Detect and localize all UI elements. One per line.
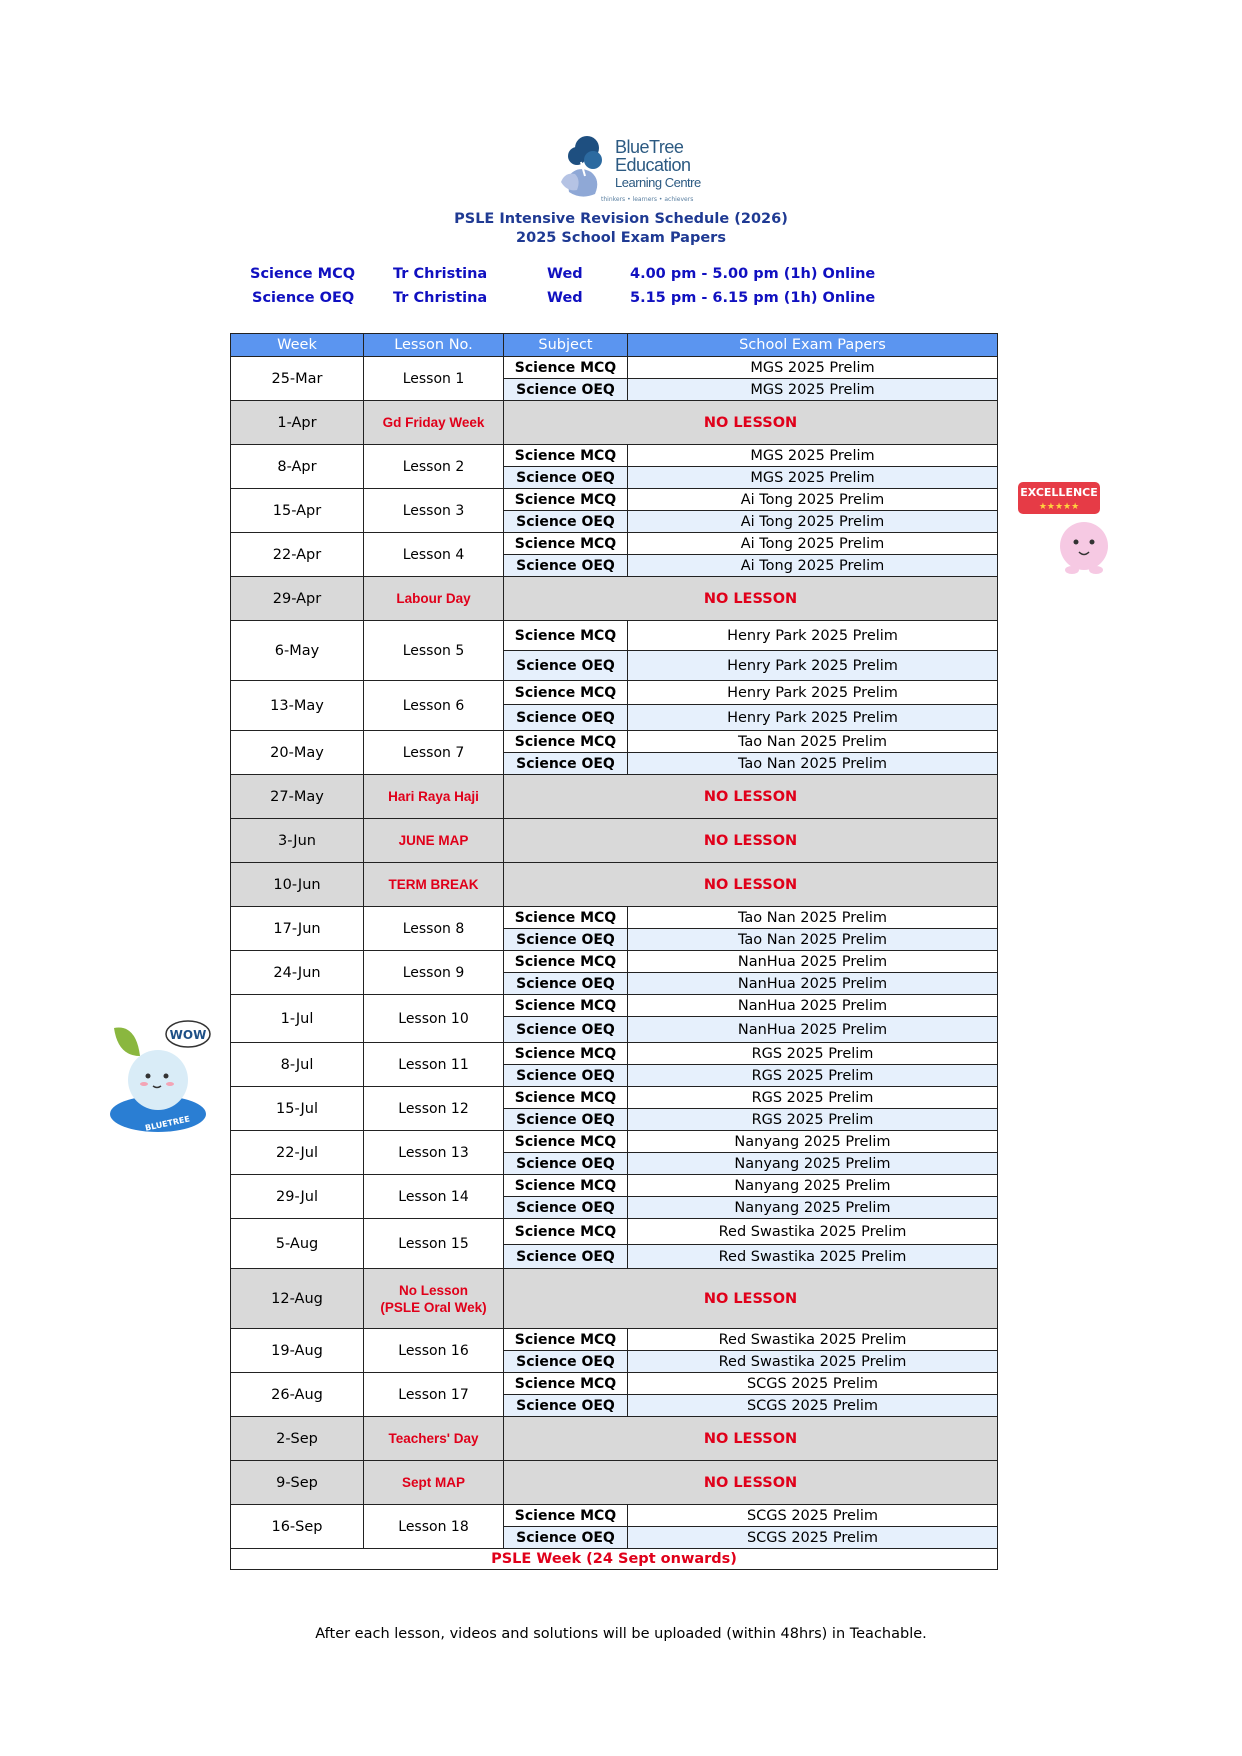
subject-oeq-cell: Science OEQ	[504, 1527, 628, 1549]
header-papers: School Exam Papers	[628, 334, 998, 357]
paper-oeq-cell: Ai Tong 2025 Prelim	[628, 511, 998, 533]
week-cell: 17-Jun	[231, 907, 364, 951]
paper-oeq-cell: Ai Tong 2025 Prelim	[628, 555, 998, 577]
class-subject: Science OEQ	[252, 290, 355, 306]
wow-sticker	[108, 1014, 216, 1136]
page-title: PSLE Intensive Revision Schedule (2026)	[454, 211, 788, 227]
subject-mcq-cell: Science MCQ	[504, 489, 628, 511]
table-row-no-lesson	[231, 1461, 998, 1505]
paper-mcq-cell: SCGS 2025 Prelim	[628, 1505, 998, 1527]
week-cell: 2-Sep	[231, 1417, 364, 1461]
lesson-cell: Lesson 5	[364, 621, 504, 681]
holiday-cell	[364, 1417, 504, 1461]
holiday-label: Labour Day	[396, 591, 471, 606]
logo-tagline: thinkers • learners • achievers	[601, 196, 694, 203]
logo-tree-icon	[557, 134, 609, 202]
paper-oeq-cell: RGS 2025 Prelim	[628, 1065, 998, 1087]
paper-mcq-cell: Nanyang 2025 Prelim	[628, 1131, 998, 1153]
table-row	[231, 1175, 998, 1197]
subject-mcq-cell: Science MCQ	[504, 681, 628, 705]
paper-oeq-cell: Red Swastika 2025 Prelim	[628, 1351, 998, 1373]
paper-mcq-cell: Nanyang 2025 Prelim	[628, 1175, 998, 1197]
holiday-cell	[364, 401, 504, 445]
subject-oeq-cell: Science OEQ	[504, 379, 628, 401]
lesson-cell: Lesson 9	[364, 951, 504, 995]
class-info-row	[0, 290, 1242, 312]
no-lesson-cell: NO LESSON	[504, 863, 998, 907]
class-teacher: Tr Christina	[393, 290, 488, 306]
week-cell: 27-May	[231, 775, 364, 819]
holiday-label: Gd Friday Week	[382, 415, 485, 430]
table-row	[231, 1219, 998, 1245]
table-row	[231, 907, 998, 929]
paper-oeq-cell: Henry Park 2025 Prelim	[628, 651, 998, 681]
subject-oeq-cell: Science OEQ	[504, 753, 628, 775]
lesson-cell: Lesson 18	[364, 1505, 504, 1549]
subject-oeq-cell: Science OEQ	[504, 511, 628, 533]
paper-oeq-cell: MGS 2025 Prelim	[628, 467, 998, 489]
bluetree-sticker-label: BLUETREE	[144, 1114, 191, 1133]
subject-oeq-cell: Science OEQ	[504, 1197, 628, 1219]
week-cell: 24-Jun	[231, 951, 364, 995]
week-cell: 29-Jul	[231, 1175, 364, 1219]
paper-mcq-cell: RGS 2025 Prelim	[628, 1043, 998, 1065]
subject-mcq-cell: Science MCQ	[504, 731, 628, 753]
psle-week-row	[231, 1549, 998, 1570]
holiday-cell	[364, 577, 504, 621]
subject-oeq-cell: Science OEQ	[504, 705, 628, 731]
psle-week-cell: PSLE Week (24 Sept onwards)	[231, 1549, 998, 1570]
class-teacher: Tr Christina	[393, 266, 488, 282]
week-cell: 8-Jul	[231, 1043, 364, 1087]
table-row-no-lesson	[231, 577, 998, 621]
week-cell: 8-Apr	[231, 445, 364, 489]
no-lesson-cell: NO LESSON	[504, 577, 998, 621]
subject-mcq-cell: Science MCQ	[504, 445, 628, 467]
subject-oeq-cell: Science OEQ	[504, 1109, 628, 1131]
subject-oeq-cell: Science OEQ	[504, 973, 628, 995]
subject-oeq-cell: Science OEQ	[504, 1351, 628, 1373]
header-lesson: Lesson No.	[364, 334, 504, 357]
logo-line-2: Education	[615, 155, 691, 175]
week-cell: 26-Aug	[231, 1373, 364, 1417]
holiday-label: No Lesson	[398, 1282, 468, 1298]
lesson-cell: Lesson 12	[364, 1087, 504, 1131]
week-cell: 19-Aug	[231, 1329, 364, 1373]
lesson-cell: Lesson 13	[364, 1131, 504, 1175]
lesson-cell: Lesson 10	[364, 995, 504, 1043]
header-subject: Subject	[504, 334, 628, 357]
holiday-cell	[364, 775, 504, 819]
lesson-cell: Lesson 1	[364, 357, 504, 401]
logo-line-3: Learning Centre	[615, 175, 701, 190]
week-cell: 13-May	[231, 681, 364, 731]
paper-mcq-cell: SCGS 2025 Prelim	[628, 1373, 998, 1395]
table-row	[231, 1087, 998, 1109]
paper-oeq-cell: NanHua 2025 Prelim	[628, 973, 998, 995]
table-row	[231, 533, 998, 555]
paper-mcq-cell: MGS 2025 Prelim	[628, 445, 998, 467]
paper-oeq-cell: RGS 2025 Prelim	[628, 1109, 998, 1131]
holiday-label: Teachers' Day	[388, 1431, 479, 1446]
week-cell: 20-May	[231, 731, 364, 775]
paper-mcq-cell: Tao Nan 2025 Prelim	[628, 907, 998, 929]
table-header-row	[231, 334, 998, 357]
page-subtitle: 2025 School Exam Papers	[516, 230, 726, 246]
lesson-cell: Lesson 6	[364, 681, 504, 731]
week-cell: 1-Apr	[231, 401, 364, 445]
table-row	[231, 951, 998, 973]
paper-oeq-cell: Tao Nan 2025 Prelim	[628, 929, 998, 951]
paper-oeq-cell: Red Swastika 2025 Prelim	[628, 1245, 998, 1269]
week-cell: 3-Jun	[231, 819, 364, 863]
table-row-no-lesson	[231, 401, 998, 445]
week-cell: 16-Sep	[231, 1505, 364, 1549]
paper-mcq-cell: NanHua 2025 Prelim	[628, 951, 998, 973]
subject-mcq-cell: Science MCQ	[504, 621, 628, 651]
schedule-body	[231, 357, 998, 1570]
schedule-table	[230, 333, 998, 1570]
class-time: 4.00 pm - 5.00 pm (1h) Online	[630, 266, 876, 282]
holiday-cell	[364, 819, 504, 863]
week-cell: 22-Apr	[231, 533, 364, 577]
class-subject: Science MCQ	[250, 266, 356, 282]
table-row	[231, 1131, 998, 1153]
paper-oeq-cell: Nanyang 2025 Prelim	[628, 1197, 998, 1219]
paper-mcq-cell: NanHua 2025 Prelim	[628, 995, 998, 1017]
no-lesson-cell: NO LESSON	[504, 1417, 998, 1461]
holiday-cell	[364, 863, 504, 907]
paper-oeq-cell: Henry Park 2025 Prelim	[628, 705, 998, 731]
table-row-no-lesson	[231, 1417, 998, 1461]
class-day: Wed	[547, 290, 583, 306]
table-row	[231, 995, 998, 1017]
holiday-label: JUNE MAP	[398, 833, 469, 848]
subject-mcq-cell: Science MCQ	[504, 1131, 628, 1153]
week-cell: 10-Jun	[231, 863, 364, 907]
table-row	[231, 489, 998, 511]
lesson-cell: Lesson 11	[364, 1043, 504, 1087]
subject-mcq-cell: Science MCQ	[504, 1505, 628, 1527]
lesson-cell: Lesson 17	[364, 1373, 504, 1417]
table-row-no-lesson	[231, 819, 998, 863]
holiday-label: Sept MAP	[401, 1475, 465, 1490]
table-row	[231, 621, 998, 651]
no-lesson-cell: NO LESSON	[504, 1461, 998, 1505]
subject-mcq-cell: Science MCQ	[504, 995, 628, 1017]
week-cell: 25-Mar	[231, 357, 364, 401]
no-lesson-cell: NO LESSON	[504, 401, 998, 445]
class-info-row	[0, 266, 1242, 288]
no-lesson-cell: NO LESSON	[504, 775, 998, 819]
excellence-label: EXCELLENCE	[1020, 486, 1098, 499]
table-row	[231, 1329, 998, 1351]
paper-oeq-cell: MGS 2025 Prelim	[628, 379, 998, 401]
subject-oeq-cell: Science OEQ	[504, 1395, 628, 1417]
lesson-cell: Lesson 2	[364, 445, 504, 489]
subject-mcq-cell: Science MCQ	[504, 533, 628, 555]
subject-oeq-cell: Science OEQ	[504, 1153, 628, 1175]
table-row	[231, 445, 998, 467]
subject-oeq-cell: Science OEQ	[504, 651, 628, 681]
paper-oeq-cell: Nanyang 2025 Prelim	[628, 1153, 998, 1175]
subject-mcq-cell: Science MCQ	[504, 1175, 628, 1197]
logo-line-1: BlueTree	[615, 137, 684, 157]
no-lesson-cell: NO LESSON	[504, 1269, 998, 1329]
subject-mcq-cell: Science MCQ	[504, 1043, 628, 1065]
no-lesson-cell: NO LESSON	[504, 819, 998, 863]
paper-mcq-cell: Henry Park 2025 Prelim	[628, 681, 998, 705]
subject-mcq-cell: Science MCQ	[504, 1329, 628, 1351]
paper-mcq-cell: Ai Tong 2025 Prelim	[628, 489, 998, 511]
week-cell: 22-Jul	[231, 1131, 364, 1175]
week-cell: 1-Jul	[231, 995, 364, 1043]
paper-mcq-cell: RGS 2025 Prelim	[628, 1087, 998, 1109]
holiday-note: (PSLE Oral Wek)	[380, 1299, 487, 1315]
footer-note: After each lesson, videos and solutions will be uploaded (within 48hrs) in Teachable.	[315, 1626, 927, 1642]
holiday-cell	[364, 1269, 504, 1329]
class-time: 5.15 pm - 6.15 pm (1h) Online	[630, 290, 876, 306]
table-row	[231, 357, 998, 379]
paper-mcq-cell: Henry Park 2025 Prelim	[628, 621, 998, 651]
subject-mcq-cell: Science MCQ	[504, 1219, 628, 1245]
subject-oeq-cell: Science OEQ	[504, 555, 628, 577]
lesson-cell: Lesson 4	[364, 533, 504, 577]
subject-mcq-cell: Science MCQ	[504, 1087, 628, 1109]
week-cell: 5-Aug	[231, 1219, 364, 1269]
subject-mcq-cell: Science MCQ	[504, 907, 628, 929]
subject-oeq-cell: Science OEQ	[504, 1017, 628, 1043]
week-cell: 12-Aug	[231, 1269, 364, 1329]
week-cell: 15-Jul	[231, 1087, 364, 1131]
paper-mcq-cell: Ai Tong 2025 Prelim	[628, 533, 998, 555]
wow-label: WOW	[169, 1028, 207, 1042]
lesson-cell: Lesson 16	[364, 1329, 504, 1373]
week-cell: 29-Apr	[231, 577, 364, 621]
paper-mcq-cell: Tao Nan 2025 Prelim	[628, 731, 998, 753]
paper-mcq-cell: Red Swastika 2025 Prelim	[628, 1219, 998, 1245]
header-week: Week	[231, 334, 364, 357]
table-row-no-lesson	[231, 1269, 998, 1329]
logo-text	[615, 138, 701, 192]
table-row-no-lesson	[231, 863, 998, 907]
lesson-cell: Lesson 14	[364, 1175, 504, 1219]
week-cell: 15-Apr	[231, 489, 364, 533]
subject-oeq-cell: Science OEQ	[504, 1065, 628, 1087]
table-row	[231, 681, 998, 705]
bluetree-logo	[557, 134, 717, 204]
lesson-cell: Lesson 7	[364, 731, 504, 775]
holiday-label: TERM BREAK	[388, 877, 479, 892]
paper-oeq-cell: NanHua 2025 Prelim	[628, 1017, 998, 1043]
holiday-label: Hari Raya Haji	[388, 789, 479, 804]
paper-oeq-cell: SCGS 2025 Prelim	[628, 1395, 998, 1417]
subject-mcq-cell: Science MCQ	[504, 951, 628, 973]
subject-oeq-cell: Science OEQ	[504, 467, 628, 489]
class-day: Wed	[547, 266, 583, 282]
table-row	[231, 1043, 998, 1065]
table-row	[231, 1505, 998, 1527]
week-cell: 9-Sep	[231, 1461, 364, 1505]
holiday-cell	[364, 1461, 504, 1505]
paper-oeq-cell: SCGS 2025 Prelim	[628, 1527, 998, 1549]
week-cell: 6-May	[231, 621, 364, 681]
subject-mcq-cell: Science MCQ	[504, 1373, 628, 1395]
paper-mcq-cell: Red Swastika 2025 Prelim	[628, 1329, 998, 1351]
subject-oeq-cell: Science OEQ	[504, 929, 628, 951]
paper-mcq-cell: MGS 2025 Prelim	[628, 357, 998, 379]
lesson-cell: Lesson 3	[364, 489, 504, 533]
lesson-cell: Lesson 8	[364, 907, 504, 951]
subject-oeq-cell: Science OEQ	[504, 1245, 628, 1269]
lesson-cell: Lesson 15	[364, 1219, 504, 1269]
paper-oeq-cell: Tao Nan 2025 Prelim	[628, 753, 998, 775]
table-row-no-lesson	[231, 775, 998, 819]
table-row	[231, 731, 998, 753]
subject-mcq-cell: Science MCQ	[504, 357, 628, 379]
svg-text:★★★★★: ★★★★★	[1038, 502, 1080, 512]
table-row	[231, 1373, 998, 1395]
excellence-sticker	[1012, 478, 1132, 584]
